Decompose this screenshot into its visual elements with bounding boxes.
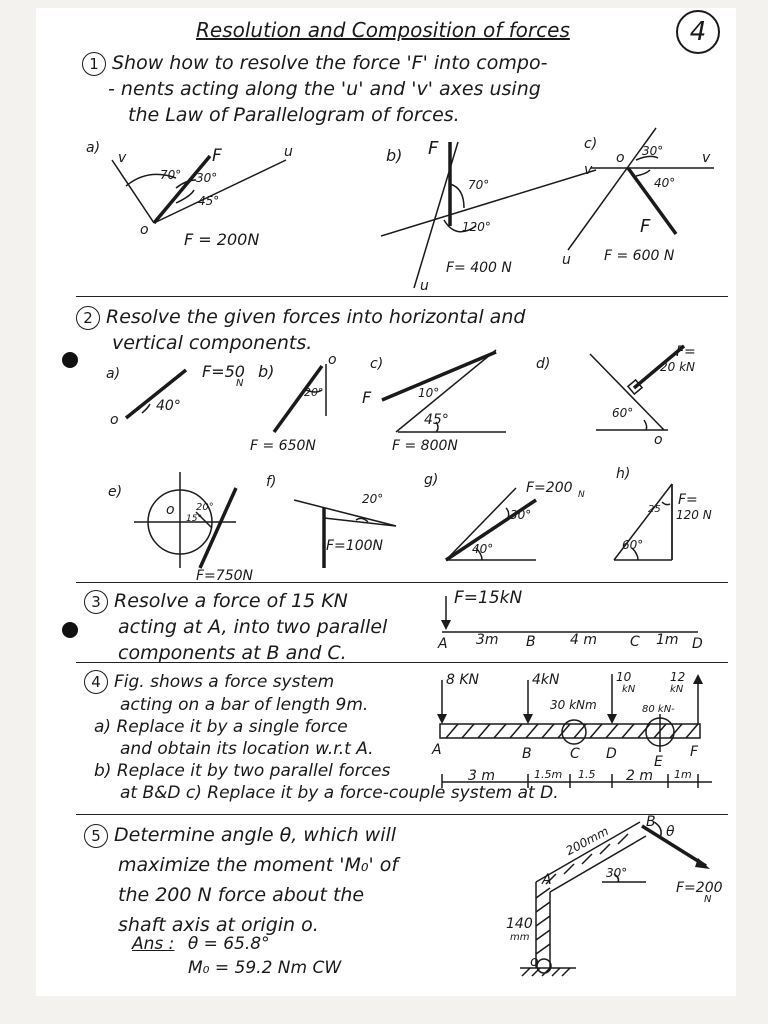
q4-line4: and obtain its location w.r.t A. bbox=[120, 739, 374, 759]
q2b-origin: o bbox=[328, 352, 337, 368]
q4-point-F: F bbox=[690, 744, 699, 760]
q2g-tag: g) bbox=[424, 472, 439, 488]
q4-force-8kN: 8 KN bbox=[446, 672, 480, 688]
q2d-force-value: F= bbox=[676, 344, 696, 360]
q4-point-A: A bbox=[432, 742, 442, 758]
q5-line4: shaft axis at origin o. bbox=[118, 914, 319, 936]
q2-number: 2 bbox=[76, 306, 100, 330]
q1a-origin-label: o bbox=[140, 222, 149, 238]
q2g-angle-40: 40° bbox=[472, 542, 494, 556]
q5-theta: θ bbox=[666, 824, 675, 840]
q2h-angle-60: 60° bbox=[622, 538, 644, 552]
q3-line3: components at B and C. bbox=[118, 642, 347, 664]
q2e-angle-15: 15° bbox=[186, 514, 202, 524]
q2c-angle-45: 45° bbox=[424, 412, 449, 428]
q5-line2: maximize the moment 'M₀' of bbox=[118, 854, 399, 876]
q2g-angle-30: 30° bbox=[510, 508, 532, 522]
q4-line3: a) Replace it by a single force bbox=[94, 717, 348, 737]
q1a-tag: a) bbox=[86, 140, 101, 156]
q1-number: 1 bbox=[82, 52, 106, 76]
q1c-v-label: v bbox=[702, 150, 711, 166]
q1-line1: Show how to resolve the force 'F' into compo- bbox=[112, 52, 548, 74]
q1b-force-value: F= 400 N bbox=[446, 260, 512, 276]
q4-dist-CD: 1.5 bbox=[578, 768, 596, 781]
q1c-force-value: F = 600 N bbox=[604, 248, 675, 264]
q4-dist-BC: 1.5m bbox=[534, 768, 563, 781]
q2c-F-label: F bbox=[362, 388, 372, 407]
q4-point-B: B bbox=[522, 746, 532, 762]
q3-number: 3 bbox=[84, 590, 108, 614]
q3-point-D: D bbox=[692, 636, 703, 652]
q5-length-140: 140 bbox=[506, 916, 533, 932]
q1a-angle-30: 30° bbox=[196, 171, 218, 185]
q2f-force-value: F=100N bbox=[326, 538, 383, 554]
q1-line3: the Law of Parallelogram of forces. bbox=[128, 104, 460, 126]
q2g-F-label: F=200 bbox=[526, 480, 573, 496]
q5-number: 5 bbox=[84, 824, 108, 848]
q5-point-A: A bbox=[542, 872, 552, 888]
q1a-u-label: u bbox=[284, 144, 293, 160]
q2h-unit: 120 N bbox=[676, 508, 712, 522]
q2d-origin: o bbox=[654, 432, 663, 448]
worksheet-page bbox=[36, 8, 736, 996]
q2b-force-value: F = 650N bbox=[250, 438, 316, 454]
q2e-tag: e) bbox=[108, 484, 123, 500]
q5-point-B: B bbox=[646, 814, 656, 830]
q2a-angle: 40° bbox=[156, 398, 181, 414]
q1c-angle-30: 30° bbox=[642, 144, 664, 158]
q3-point-A: A bbox=[438, 636, 448, 652]
q2e-angle-20: 20° bbox=[196, 502, 214, 513]
q1a-F-label: F bbox=[212, 146, 222, 166]
q1c-tag: c) bbox=[584, 136, 598, 152]
q2b-angle: 20° bbox=[304, 386, 324, 399]
q3-line2: acting at A, into two parallel bbox=[118, 616, 388, 638]
q2a-F-label: F=50 bbox=[202, 362, 245, 381]
q4-force-10-unit: kN bbox=[622, 684, 636, 695]
q5-line3: the 200 N force about the bbox=[118, 884, 365, 906]
page-title: Resolution and Composition of forces bbox=[196, 18, 570, 42]
q1c-origin-label: o bbox=[616, 150, 625, 166]
q2e-origin: o bbox=[166, 502, 175, 518]
page-number: 4 bbox=[676, 10, 720, 54]
q1-line2: - nents acting along the 'u' and 'v' axes using bbox=[108, 78, 541, 100]
q4-number: 4 bbox=[84, 670, 108, 694]
q4-line6: at B&D c) Replace it by a force-couple system at D. bbox=[120, 783, 559, 803]
q2h-F-label: F= bbox=[678, 492, 698, 508]
q4-dist-DE: 2 m bbox=[626, 768, 653, 784]
q4-line2: acting on a bar of length 9m. bbox=[120, 695, 369, 715]
q5-length-140-unit: mm bbox=[510, 932, 530, 943]
q1b-angle-70: 70° bbox=[468, 178, 490, 192]
q4-line1: Fig. shows a force system bbox=[114, 672, 335, 692]
q4-force-12-unit: kN bbox=[670, 684, 684, 695]
q1c-angle-40: 40° bbox=[654, 176, 676, 190]
q1b-v-label: v bbox=[584, 162, 593, 178]
q1b-tag: b) bbox=[386, 146, 403, 165]
q4-moment-30: 30 kNm bbox=[550, 698, 597, 712]
q1b-angle-120: 120° bbox=[462, 220, 491, 234]
q5-force-unit: N bbox=[704, 894, 712, 905]
q4-point-E: E bbox=[654, 754, 663, 770]
q2h-angle-25: 25 bbox=[648, 504, 661, 515]
q2c-force-value: F = 800N bbox=[392, 438, 458, 454]
q2c-angle-10: 10° bbox=[418, 386, 440, 400]
q2h-tag: h) bbox=[616, 466, 631, 482]
q5-answer-label: Ans : bbox=[132, 934, 175, 954]
q2c-tag: c) bbox=[370, 356, 384, 372]
q4-line5: b) Replace it by two parallel forces bbox=[94, 761, 391, 781]
q2f-angle: 20° bbox=[362, 492, 384, 506]
q2d-angle: 60° bbox=[612, 406, 634, 420]
q1a-force-value: F = 200N bbox=[184, 230, 260, 249]
q2-line2: vertical components. bbox=[112, 332, 313, 354]
q3-dist-CD: 1m bbox=[656, 632, 679, 648]
q4-point-C: C bbox=[570, 746, 580, 762]
q3-point-C: C bbox=[630, 634, 640, 650]
q3-force-label: F=15kN bbox=[454, 588, 523, 608]
q5-line1: Determine angle θ, which will bbox=[114, 824, 397, 846]
q1c-F-label: F bbox=[640, 216, 651, 237]
q4-dist-AB: 3 m bbox=[468, 768, 495, 784]
q5-angle-30: 30° bbox=[606, 866, 628, 880]
q4-force-10: 10 bbox=[616, 670, 632, 684]
q3-dist-AB: 3m bbox=[476, 632, 499, 648]
q5-length-200: 200mm bbox=[563, 823, 611, 859]
q2a-unit: N bbox=[236, 378, 244, 389]
q4-force-12: 12 bbox=[670, 670, 686, 684]
q4-point-D: D bbox=[606, 746, 617, 762]
q5-origin: o bbox=[530, 954, 539, 970]
q5-force-label: F=200 bbox=[676, 880, 723, 896]
q4-force-4kN: 4kN bbox=[532, 672, 560, 688]
q2a-origin: o bbox=[110, 412, 119, 428]
q5-answer-moment: M₀ = 59.2 Nm CW bbox=[188, 958, 342, 978]
q2-line1: Resolve the given forces into horizontal and bbox=[106, 306, 526, 328]
q1a-v-label: v bbox=[118, 150, 127, 166]
q4-dist-EF: 1m bbox=[674, 768, 692, 781]
q2a-tag: a) bbox=[106, 366, 121, 382]
q1a-angle-45: 45° bbox=[198, 194, 220, 208]
q2d-unit: 20 kN bbox=[660, 360, 696, 374]
q1b-F-label: F bbox=[428, 138, 439, 159]
q2d-tag: d) bbox=[536, 356, 551, 372]
q3-point-B: B bbox=[526, 634, 536, 650]
q1c-u-label: u bbox=[562, 252, 571, 268]
q1b-u-label: u bbox=[420, 278, 429, 294]
q2g-unit: N bbox=[578, 490, 585, 500]
q5-diagram bbox=[36, 8, 736, 1008]
q2b-tag: b) bbox=[258, 362, 275, 381]
q3-dist-BC: 4 m bbox=[570, 632, 597, 648]
q3-line1: Resolve a force of 15 KN bbox=[114, 590, 348, 612]
q2e-force-value: F=750N bbox=[196, 568, 253, 584]
q5-answer-theta: θ = 65.8° bbox=[187, 934, 270, 954]
q2f-tag: f) bbox=[266, 474, 277, 490]
q1a-angle-70: 70° bbox=[160, 168, 182, 182]
q4-moment-80: 80 kN- bbox=[642, 704, 675, 715]
